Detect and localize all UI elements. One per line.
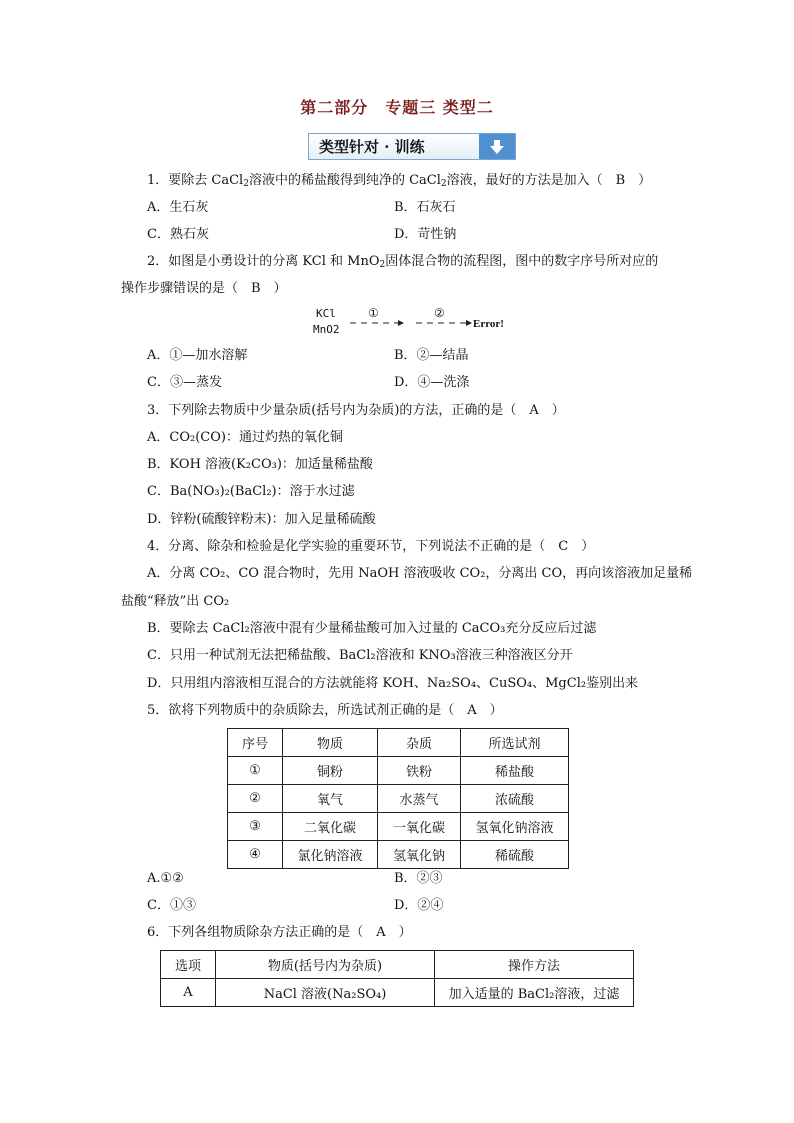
banner-label: 类型针对 · 训练	[319, 138, 425, 156]
page-title: 第二部分 专题三 类型二	[300, 98, 494, 117]
flow-end-label: Error!	[473, 318, 504, 330]
q5-option-a: A.①②	[147, 871, 184, 886]
table-cell: 水蒸气	[378, 785, 461, 813]
table-header-cell: 杂质	[378, 729, 461, 757]
q4-option-a-line1: A．分离 CO₂、CO 混合物时，先用 NaOH 溶液吸收 CO₂，分离出 CO，再向该溶液加足量稀	[147, 566, 693, 581]
flow-bottom-label: MnO2	[313, 323, 340, 336]
table-header-cell: 选项	[161, 951, 216, 979]
table-cell: 氧气	[283, 785, 378, 813]
q5-table	[227, 728, 569, 869]
table-header-row	[228, 729, 569, 757]
section-banner	[308, 133, 516, 160]
q1-option-c: C．熟石灰	[147, 227, 209, 242]
flow-top-label: KCl	[316, 307, 336, 320]
q1-option-a: A．生石灰	[147, 200, 209, 215]
table-row	[228, 813, 569, 841]
table-header-cell: 所选试剂	[461, 729, 569, 757]
q2-option-b: B．②—结晶	[394, 348, 469, 363]
q6-stem: 6．下列各组物质除杂方法正确的是（ A ）	[147, 925, 412, 940]
table-header-cell: 物质(括号内为杂质)	[216, 951, 435, 979]
table-cell: ④	[228, 841, 283, 869]
q4-option-b: B．要除去 CaCl₂溶液中混有少量稀盐酸可加入过量的 CaCO₃充分反应后过滤	[147, 621, 597, 636]
q5-option-b: B．②③	[394, 871, 443, 886]
table-row	[228, 841, 569, 869]
table-row	[161, 979, 634, 1007]
flow-step2-label: ②	[434, 306, 445, 320]
table-cell: 浓硫酸	[461, 785, 569, 813]
q3-option-d: D．锌粉(硫酸锌粉末)：加入足量稀硫酸	[147, 512, 376, 527]
q5-option-c: C．①③	[147, 898, 196, 913]
q1-stem: 1．要除去 CaCl$_2$溶液中的稀盐酸得到纯净的 CaCl$_2$溶液，最好的方法是加入（ B ）	[147, 173, 652, 189]
q5-stem: 5．欲将下列物质中的杂质除去，所选试剂正确的是（ A ）	[147, 703, 503, 718]
table-cell: 稀盐酸	[461, 757, 569, 785]
flow-arrows	[350, 318, 475, 328]
q6-table	[160, 950, 634, 1007]
q2-stem: 2．如图是小勇设计的分离 KCl 和 MnO$_2$固体混合物的流程图，图中的数字序号所对应的	[147, 254, 659, 270]
table-header-row	[161, 951, 634, 979]
table-row	[228, 757, 569, 785]
q3-stem: 3．下列除去物质中少量杂质(括号内为杂质)的方法，正确的是（ A ）	[147, 403, 565, 418]
table-cell: 稀硫酸	[461, 841, 569, 869]
table-cell: ①	[228, 757, 283, 785]
table-cell: A	[161, 979, 216, 1007]
q4-option-d: D．只用组内溶液相互混合的方法就能将 KOH、Na₂SO₄、CuSO₄、MgCl₂鉴别出来	[147, 676, 639, 691]
flow-step1-label: ①	[368, 306, 379, 320]
table-header-cell: 物质	[283, 729, 378, 757]
table-cell: 铜粉	[283, 757, 378, 785]
q1-option-d: D．苛性钠	[394, 227, 457, 242]
arrow-down-icon[interactable]	[479, 134, 515, 159]
q2-option-d: D．④—洗涤	[394, 375, 470, 390]
table-cell: 氯化钠溶液	[283, 841, 378, 869]
table-row	[228, 785, 569, 813]
q2-stem-line2: 操作步骤错误的是（ B ）	[121, 281, 287, 296]
q3-option-c: C．Ba(NO₃)₂(BaCl₂)：溶于水过滤	[147, 484, 355, 499]
table-cell: 二氧化碳	[283, 813, 378, 841]
q4-option-a-line2: 盐酸“释放”出 CO₂	[121, 594, 230, 609]
table-cell: ③	[228, 813, 283, 841]
table-cell: ②	[228, 785, 283, 813]
q3-option-b: B．KOH 溶液(K₂CO₃)：加适量稀盐酸	[147, 457, 373, 472]
table-cell: 氢氧化钠溶液	[461, 813, 569, 841]
q1-option-b: B．石灰石	[394, 200, 456, 215]
table-cell: 加入适量的 BaCl₂溶液，过滤	[435, 979, 634, 1007]
q3-option-a: A．CO₂(CO)：通过灼热的氧化铜	[147, 430, 343, 445]
table-header-cell: 序号	[228, 729, 283, 757]
q2-option-c: C．③—蒸发	[147, 375, 222, 390]
table-cell: 铁粉	[378, 757, 461, 785]
q4-option-c: C．只用一种试剂无法把稀盐酸、BaCl₂溶液和 KNO₃溶液三种溶液区分开	[147, 648, 573, 663]
q4-stem: 4．分离、除杂和检验是化学实验的重要环节，下列说法不正确的是（ C ）	[147, 539, 595, 554]
table-cell: NaCl 溶液(Na₂SO₄)	[216, 979, 435, 1007]
table-cell: 一氧化碳	[378, 813, 461, 841]
table-cell: 氢氧化钠	[378, 841, 461, 869]
q2-option-a: A．①—加水溶解	[147, 348, 248, 363]
q5-option-d: D．②④	[394, 898, 444, 913]
table-header-cell: 操作方法	[435, 951, 634, 979]
